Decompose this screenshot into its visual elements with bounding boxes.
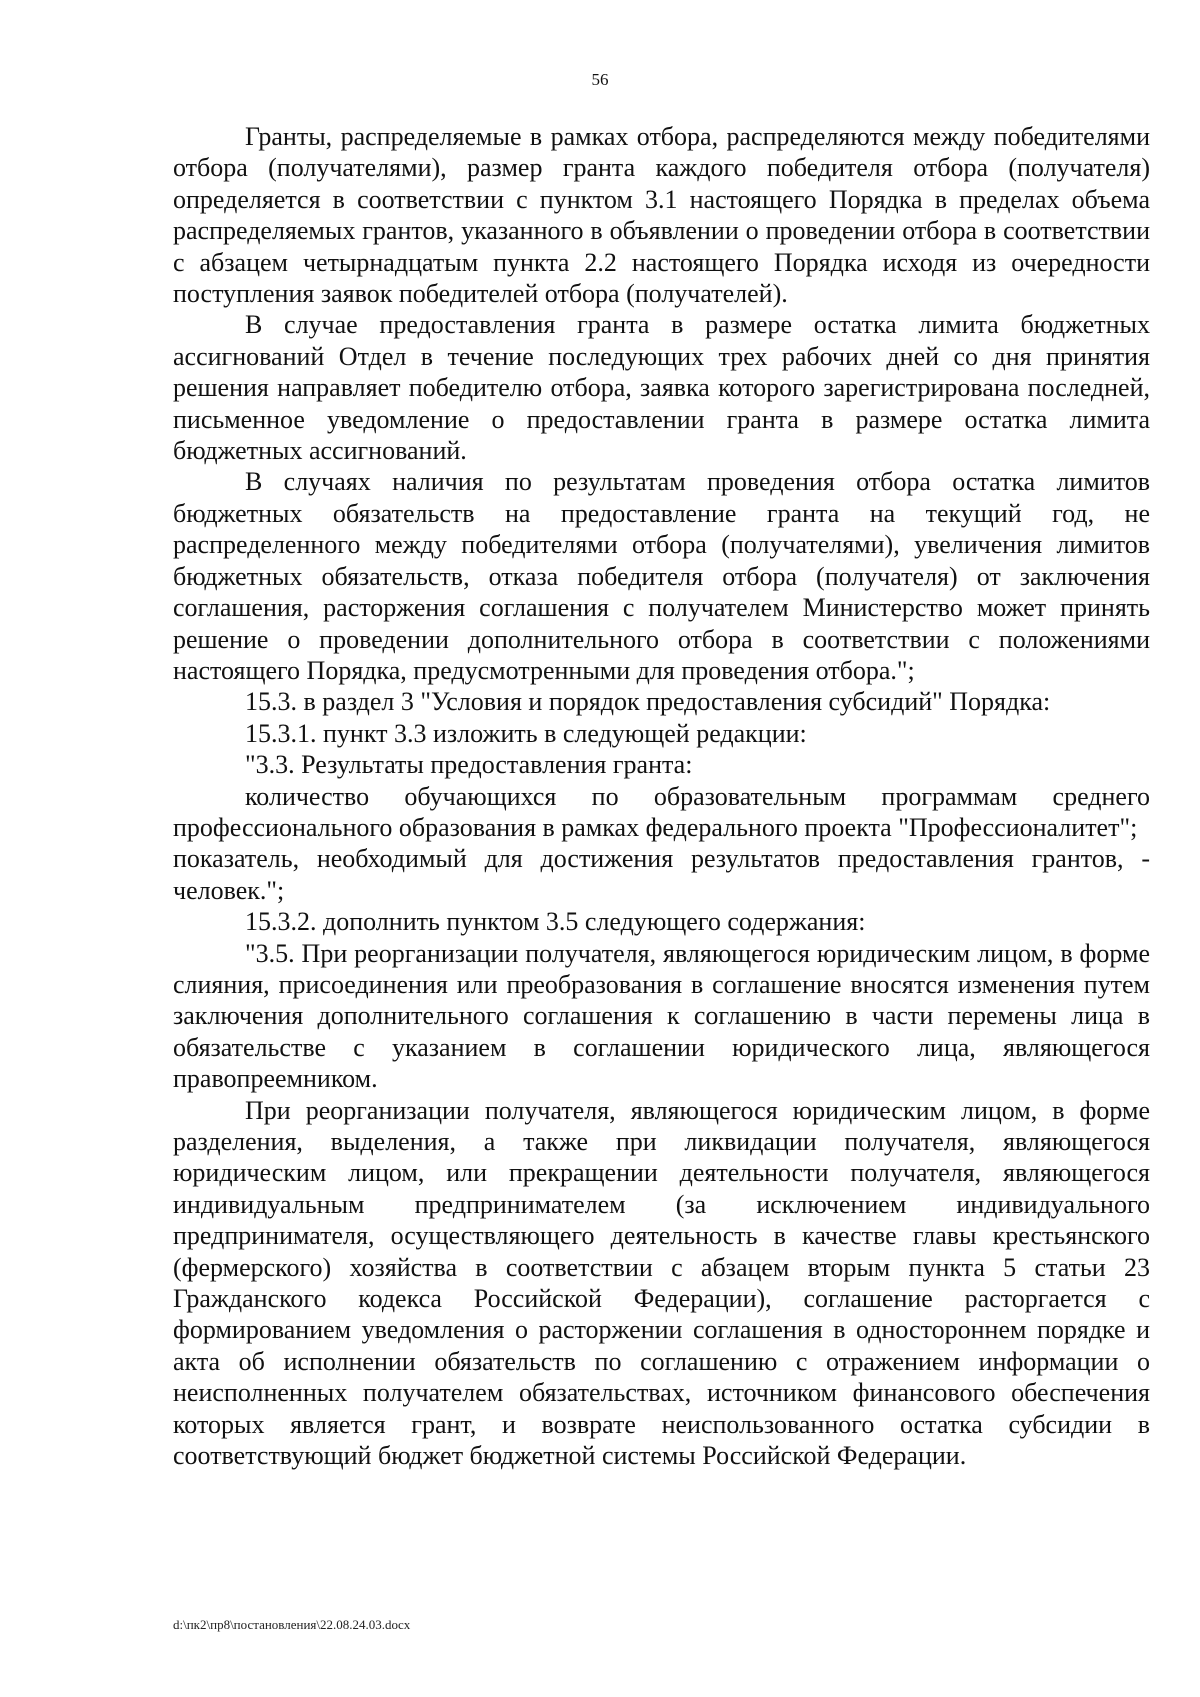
paragraph-clause-3-5: "3.5. При реорганизации получателя, являющегося юридическим лицом, в форме слияния, присоединения или преобразования в соглашение вносятся изменения путем заключения дополнительного соглашения к соглашению в части перемены лица в обязательстве с указанием в соглашении юридического лица, являющегося правопреемником. bbox=[173, 938, 1150, 1094]
paragraph-additional-selection: В случаях наличия по результатам проведения отбора остатка лимитов бюджетных обязательств на предоставление гранта на текущий год, не распределенного между победителями отбора (получателями), увеличения лимитов бюджетных обязательств, отказа победителя отбора (получателя) от заключения соглашения, расторжения соглашения с получателем Министерство может принять решение о проведении дополнительного отбора в соответствии с положениями настоящего Порядка, предусмотренными для проведения отбора."; bbox=[173, 467, 1150, 685]
footer-file-path: d:\пк2\пр8\постановления\22.08.24.03.docx bbox=[173, 1617, 411, 1632]
document-body bbox=[173, 121, 1150, 1471]
page-number: 56 bbox=[591, 70, 609, 89]
paragraph-clause-3-3-indicator: показатель, необходимый для достижения результатов предоставления грантов, - человек."; bbox=[173, 844, 1150, 905]
paragraph-grants-distribution: Гранты, распределяемые в рамках отбора, распределяются между победителями отбора (получателями), размер гранта каждого победителя отбора (получателя) определяется в соответствии с пунктом 3.1 настоящего Порядка в пределах объема распределяемых грантов, указанного в объявлении о проведении отбора в соответствии с абзацем четырнадцатым пункта 2.2 настоящего Порядка исходя из очередности поступления заявок победителей отбора (получателей). bbox=[173, 122, 1150, 309]
paragraph-clause-3-3-result: количество обучающихся по образовательным программам среднего профессионального образования в рамках федерального проекта "Профессионалитет"; bbox=[173, 781, 1150, 842]
paragraph-amendment-15-3-1: 15.3.1. пункт 3.3 изложить в следующей редакции: bbox=[245, 718, 807, 748]
paragraph-clause-3-3-heading: "3.3. Результаты предоставления гранта: bbox=[245, 750, 693, 780]
paragraph-amendment-15-3: 15.3. в раздел 3 "Условия и порядок предоставления субсидий" Порядка: bbox=[245, 687, 1051, 717]
paragraph-remaining-limit: В случае предоставления гранта в размере остатка лимита бюджетных ассигнований Отдел в течение последующих трех рабочих дней со дня принятия решения направляет победителю отбора, заявка которого зарегистрирована последней, письменное уведомление о предоставлении гранта в размере остатка лимита бюджетных ассигнований. bbox=[173, 310, 1150, 466]
paragraph-amendment-15-3-2: 15.3.2. дополнить пунктом 3.5 следующего содержания: bbox=[245, 907, 866, 937]
paragraph-reorganization: При реорганизации получателя, являющегося юридическим лицом, в форме разделения, выделения, а также при ликвидации получателя, являющегося юридическим лицом, или прекращении деятельности получателя, являющегося индивидуальным предпринимателем (за исключением индивидуального предпринимателя, осуществляющего деятельность в качестве главы крестьянского (фермерского) хозяйства в соответствии с абзацем вторым пункта 5 статьи 23 Гражданского кодекса Российской Федерации), соглашение расторгается с формированием уведомления о расторжении соглашения в одностороннем порядке и акта об исполнении обязательств по соглашению с отражением информации о неисполненных получателем обязательствах, источником финансового обеспечения которых является грант, и возврате неиспользованного остатка субсидии в соответствующий бюджет бюджетной системы Российской Федерации. bbox=[173, 1095, 1150, 1471]
